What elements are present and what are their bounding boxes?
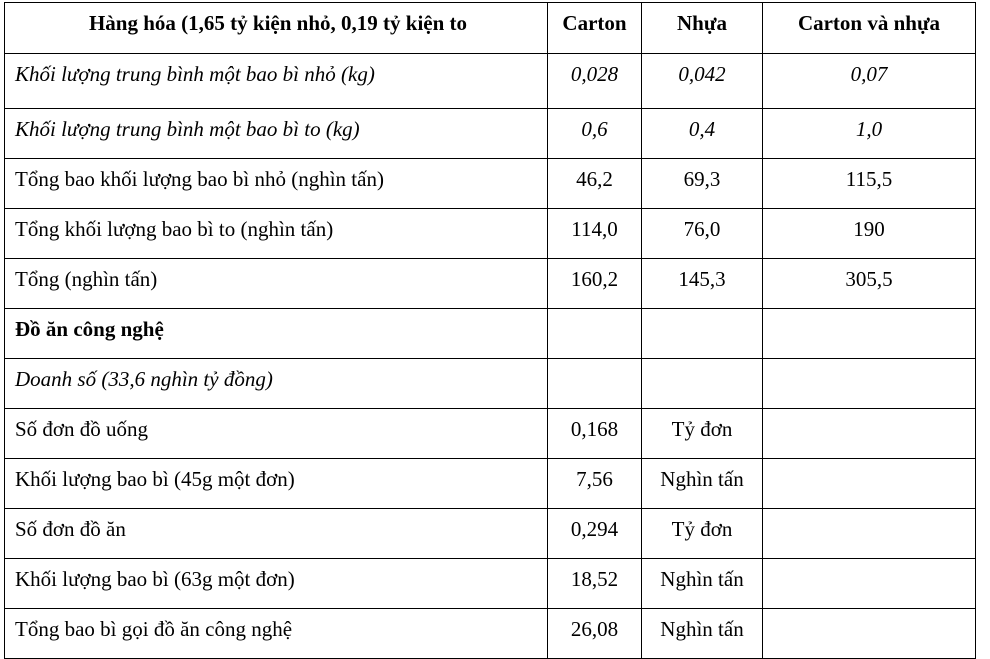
- table-row: [5, 609, 976, 659]
- row-label: Khối lượng trung bình một bao bì to (kg): [5, 109, 548, 159]
- row-label: Khối lượng trung bình một bao bì nhỏ (kg): [5, 54, 548, 109]
- table-row: [5, 159, 976, 209]
- cell-total: [763, 509, 976, 559]
- row-label: Tổng bao bì gọi đồ ăn công nghệ: [5, 609, 548, 659]
- header-carton-plastic: Carton và nhựa: [763, 3, 976, 54]
- cell-value: 0,168: [548, 409, 642, 459]
- cell-total: [763, 409, 976, 459]
- cell-carton: 0,028: [548, 54, 642, 109]
- cell-total: [763, 609, 976, 659]
- cell-carton: 46,2: [548, 159, 642, 209]
- cell-carton: 114,0: [548, 209, 642, 259]
- cell-unit: Nghìn tấn: [642, 559, 763, 609]
- header-carton: Carton: [548, 3, 642, 54]
- table-row: [5, 459, 976, 509]
- row-label: Số đơn đồ ăn: [5, 509, 548, 559]
- cell-value: 0,294: [548, 509, 642, 559]
- cell-plastic: [642, 309, 763, 359]
- cell-total: 0,07: [763, 54, 976, 109]
- cell-carton: [548, 359, 642, 409]
- cell-plastic: 76,0: [642, 209, 763, 259]
- cell-value: 18,52: [548, 559, 642, 609]
- cell-carton: [548, 309, 642, 359]
- table-row: [5, 559, 976, 609]
- row-label: Tổng (nghìn tấn): [5, 259, 548, 309]
- row-label: Tổng bao khối lượng bao bì nhỏ (nghìn tấn): [5, 159, 548, 209]
- header-plastic: Nhựa: [642, 3, 763, 54]
- table-row: [5, 54, 976, 109]
- table-row: [5, 109, 976, 159]
- cell-total: [763, 359, 976, 409]
- cell-plastic: 145,3: [642, 259, 763, 309]
- cell-plastic: [642, 359, 763, 409]
- row-label: Số đơn đồ uống: [5, 409, 548, 459]
- section-row: [5, 309, 976, 359]
- cell-unit: Nghìn tấn: [642, 459, 763, 509]
- cell-total: 115,5: [763, 159, 976, 209]
- cell-total: 305,5: [763, 259, 976, 309]
- cell-plastic: 0,4: [642, 109, 763, 159]
- cell-total: [763, 459, 976, 509]
- table-row: [5, 259, 976, 309]
- cell-plastic: 0,042: [642, 54, 763, 109]
- cell-carton: 0,6: [548, 109, 642, 159]
- table-row: [5, 509, 976, 559]
- table-row: [5, 359, 976, 409]
- cell-value: 26,08: [548, 609, 642, 659]
- cell-carton: 160,2: [548, 259, 642, 309]
- header-goods: Hàng hóa (1,65 tỷ kiện nhỏ, 0,19 tỷ kiện to: [5, 3, 548, 54]
- cell-value: 7,56: [548, 459, 642, 509]
- cell-unit: Tỷ đơn: [642, 509, 763, 559]
- row-label: Khối lượng bao bì (63g một đơn): [5, 559, 548, 609]
- cell-unit: Tỷ đơn: [642, 409, 763, 459]
- cell-unit: Nghìn tấn: [642, 609, 763, 659]
- row-label: Doanh số (33,6 nghìn tỷ đồng): [5, 359, 548, 409]
- table-row: [5, 409, 976, 459]
- table-row: [5, 209, 976, 259]
- row-label: Khối lượng bao bì (45g một đơn): [5, 459, 548, 509]
- header-row: [5, 3, 976, 54]
- packaging-table: [4, 2, 976, 659]
- cell-total: [763, 559, 976, 609]
- cell-total: 190: [763, 209, 976, 259]
- cell-total: 1,0: [763, 109, 976, 159]
- section-label: Đồ ăn công nghệ: [5, 309, 548, 359]
- cell-total: [763, 309, 976, 359]
- row-label: Tổng khối lượng bao bì to (nghìn tấn): [5, 209, 548, 259]
- cell-plastic: 69,3: [642, 159, 763, 209]
- packaging-table-container: [4, 2, 976, 659]
